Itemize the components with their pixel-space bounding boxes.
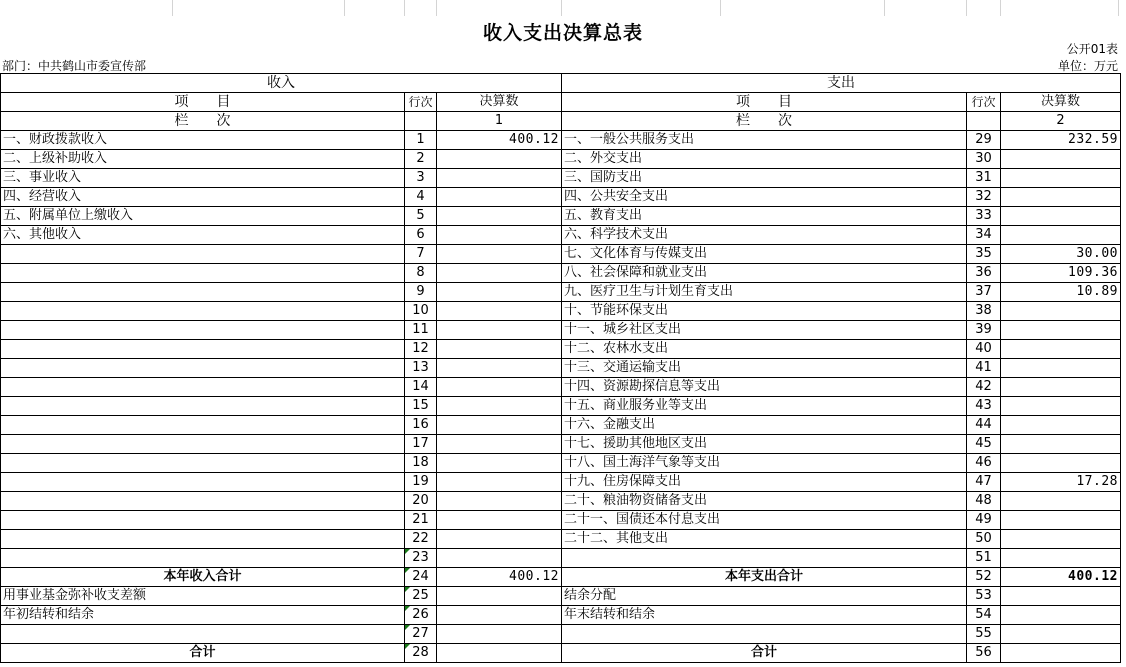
expense-item: 十一、城乡社区支出: [562, 321, 967, 340]
expense-amount: 232.59: [1001, 131, 1121, 150]
income-row-number: 1: [405, 131, 437, 150]
expense-amount-header: 决算数: [1001, 93, 1121, 112]
income-row-number: 12: [405, 340, 437, 359]
expense-amount: [1001, 435, 1121, 454]
income-item: [1, 511, 405, 530]
income-amount: [437, 397, 562, 416]
income-item-header: 项 目: [1, 93, 405, 112]
table-row: [1, 587, 1121, 606]
income-item: 六、其他收入: [1, 226, 405, 245]
expense-amount: [1001, 188, 1121, 207]
income-item: [1, 473, 405, 492]
income-amount: [437, 188, 562, 207]
expense-item: 十、节能环保支出: [562, 302, 967, 321]
expense-item: 二十二、其他支出: [562, 530, 967, 549]
amount-cell: [437, 644, 562, 663]
expense-amount: [1001, 359, 1121, 378]
expense-row-number: 40: [967, 340, 1001, 359]
expense-row-number: 51: [967, 549, 1001, 568]
table-row: [1, 283, 1121, 302]
income-row-number: 4: [405, 188, 437, 207]
row-number: 26: [405, 606, 437, 625]
item-cell: [1, 625, 405, 644]
income-row-number: 13: [405, 359, 437, 378]
expense-item: 二十、粮油物资储备支出: [562, 492, 967, 511]
expense-amount: 17.28: [1001, 473, 1121, 492]
row-number: 53: [967, 587, 1001, 606]
income-row-number: 21: [405, 511, 437, 530]
table-row: [1, 549, 1121, 568]
income-item: [1, 283, 405, 302]
column-number-row: [1, 112, 1121, 131]
expense-amount: 30.00: [1001, 245, 1121, 264]
expense-rowno-header: 行次: [967, 93, 1001, 112]
expense-header: 支出: [562, 74, 1121, 93]
closing-balance-label: 年末结转和结余: [562, 606, 967, 625]
income-amount: [437, 340, 562, 359]
income-col-no: 1: [437, 112, 562, 131]
surplus-allocation-label: 结余分配: [562, 587, 967, 606]
expense-amount: [1001, 207, 1121, 226]
expense-row-number: 48: [967, 492, 1001, 511]
income-amount: [437, 169, 562, 188]
expense-item: 十七、援助其他地区支出: [562, 435, 967, 454]
amount-cell: [1001, 587, 1121, 606]
income-amount: [437, 264, 562, 283]
expense-col-blank: [967, 112, 1001, 131]
expense-row-number: 37: [967, 283, 1001, 302]
expense-item: 十五、商业服务业等支出: [562, 397, 967, 416]
expense-row-number: 31: [967, 169, 1001, 188]
income-item: [1, 492, 405, 511]
expense-item: 四、公共安全支出: [562, 188, 967, 207]
income-total-value: 400.12: [437, 568, 562, 587]
income-amount: [437, 226, 562, 245]
income-amount: [437, 454, 562, 473]
income-row-number: 14: [405, 378, 437, 397]
income-item: 二、上级补助收入: [1, 150, 405, 169]
table-row: [1, 264, 1121, 283]
expense-item: 十四、资源勘探信息等支出: [562, 378, 967, 397]
income-grand-total-label: 合计: [1, 644, 405, 663]
expense-amount: [1001, 549, 1121, 568]
row-number: 25: [405, 587, 437, 606]
income-amount: [437, 321, 562, 340]
expense-row-number: 33: [967, 207, 1001, 226]
income-row-number: 15: [405, 397, 437, 416]
table-row: [1, 397, 1121, 416]
income-amount: [437, 283, 562, 302]
table-row: [1, 169, 1121, 188]
income-item: [1, 530, 405, 549]
expense-item: 二十一、国债还本付息支出: [562, 511, 967, 530]
income-amount: [437, 435, 562, 454]
income-amount: [437, 530, 562, 549]
row-number: 28: [405, 644, 437, 663]
expense-row-number: 30: [967, 150, 1001, 169]
expense-total-value: 400.12: [1001, 568, 1121, 587]
expense-item: 二、外交支出: [562, 150, 967, 169]
income-amount: [437, 492, 562, 511]
expense-row-number: 39: [967, 321, 1001, 340]
expense-item: 七、文化体育与传媒支出: [562, 245, 967, 264]
expense-item: 一、一般公共服务支出: [562, 131, 967, 150]
income-row-number: 16: [405, 416, 437, 435]
income-total-label: 本年收入合计: [1, 568, 405, 587]
expense-amount: [1001, 397, 1121, 416]
income-row-number: 6: [405, 226, 437, 245]
table-row: [1, 359, 1121, 378]
expense-row-number: 49: [967, 511, 1001, 530]
expense-item: 十三、交通运输支出: [562, 359, 967, 378]
income-item: [1, 302, 405, 321]
income-amount: [437, 359, 562, 378]
expense-amount: [1001, 454, 1121, 473]
expense-grand-total-label: 合计: [562, 644, 967, 663]
expense-item: 三、国防支出: [562, 169, 967, 188]
table-row: [1, 226, 1121, 245]
table-row: [1, 207, 1121, 226]
expense-row-number: 43: [967, 397, 1001, 416]
unit-label: 单位：万元: [1057, 59, 1118, 73]
row-number: 54: [967, 606, 1001, 625]
income-item: [1, 378, 405, 397]
expense-amount: [1001, 169, 1121, 188]
income-item: 一、财政拨款收入: [1, 131, 405, 150]
expense-amount: [1001, 150, 1121, 169]
expense-item: 八、社会保障和就业支出: [562, 264, 967, 283]
expense-amount: 10.89: [1001, 283, 1121, 302]
table-row: [1, 435, 1121, 454]
table-row: [1, 321, 1121, 340]
fund-supplement-label: 用事业基金弥补收支差额: [1, 587, 405, 606]
expense-col-label: 栏 次: [562, 112, 967, 131]
income-amount: [437, 378, 562, 397]
income-item: [1, 397, 405, 416]
expense-amount: [1001, 530, 1121, 549]
income-row-number: 19: [405, 473, 437, 492]
income-amount-header: 决算数: [437, 93, 562, 112]
income-amount: [437, 473, 562, 492]
income-row-number: 2: [405, 150, 437, 169]
income-item: 五、附属单位上缴收入: [1, 207, 405, 226]
expense-row-number: 46: [967, 454, 1001, 473]
table-row: [1, 131, 1121, 150]
expense-row-number: 44: [967, 416, 1001, 435]
expense-row-number: 29: [967, 131, 1001, 150]
table-row: [1, 454, 1121, 473]
expense-item: 十八、国土海洋气象等支出: [562, 454, 967, 473]
grand-total-row: [1, 644, 1121, 663]
income-row-number: 11: [405, 321, 437, 340]
income-row-number: 23: [405, 549, 437, 568]
table-row: [1, 416, 1121, 435]
income-item: [1, 454, 405, 473]
income-item: [1, 435, 405, 454]
table-row: [1, 245, 1121, 264]
expense-item: 十六、金融支出: [562, 416, 967, 435]
spreadsheet-gridlines: [0, 0, 1126, 16]
expense-amount: [1001, 340, 1121, 359]
expense-item: 九、医疗卫生与计划生育支出: [562, 283, 967, 302]
expense-amount: [1001, 416, 1121, 435]
table-row: [1, 340, 1121, 359]
expense-col-no: 2: [1001, 112, 1121, 131]
expense-item: 十九、住房保障支出: [562, 473, 967, 492]
income-row-number: 10: [405, 302, 437, 321]
amount-cell: [437, 587, 562, 606]
expense-row-number: 34: [967, 226, 1001, 245]
income-expense-table: [0, 73, 1121, 663]
expense-total-label: 本年支出合计: [562, 568, 967, 587]
income-item: [1, 359, 405, 378]
table-row: [1, 492, 1121, 511]
expense-amount: [1001, 226, 1121, 245]
expense-item: [562, 549, 967, 568]
income-item: [1, 549, 405, 568]
amount-cell: [1001, 625, 1121, 644]
section-header-row: [1, 74, 1121, 93]
table-row: [1, 606, 1121, 625]
income-row-number: 7: [405, 245, 437, 264]
income-amount: [437, 245, 562, 264]
report-title: 收入支出决算总表: [482, 22, 643, 44]
income-item: [1, 245, 405, 264]
row-number: 55: [967, 625, 1001, 644]
income-row-number: 3: [405, 169, 437, 188]
expense-row-number: 47: [967, 473, 1001, 492]
table-row: [1, 530, 1121, 549]
opening-balance-label: 年初结转和结余: [1, 606, 405, 625]
expense-row-number: 38: [967, 302, 1001, 321]
form-number: 公开01表: [1066, 42, 1118, 56]
income-col-blank: [405, 112, 437, 131]
income-item: 四、经营收入: [1, 188, 405, 207]
income-rowno-header: 行次: [405, 93, 437, 112]
income-item: [1, 264, 405, 283]
expense-row-number: 45: [967, 435, 1001, 454]
income-row-number: 20: [405, 492, 437, 511]
expense-item-header: 项 目: [562, 93, 967, 112]
income-amount: [437, 511, 562, 530]
income-row-number: 22: [405, 530, 437, 549]
table-row: [1, 511, 1121, 530]
expense-amount: [1001, 511, 1121, 530]
income-amount: 400.12: [437, 131, 562, 150]
expense-item: 六、科学技术支出: [562, 226, 967, 245]
department-label: 部门：中共鹤山市委宣传部: [2, 59, 147, 73]
income-row-number: 17: [405, 435, 437, 454]
table-row: [1, 188, 1121, 207]
income-item: 三、事业收入: [1, 169, 405, 188]
expense-row-number: 35: [967, 245, 1001, 264]
row-number: 27: [405, 625, 437, 644]
income-header: 收入: [1, 74, 562, 93]
expense-row-number: 42: [967, 378, 1001, 397]
expense-row-number: 32: [967, 188, 1001, 207]
expense-amount: [1001, 492, 1121, 511]
row-number: 56: [967, 644, 1001, 663]
income-total-row: [1, 568, 1121, 587]
expense-item: 十二、农林水支出: [562, 340, 967, 359]
income-row-number: 5: [405, 207, 437, 226]
amount-cell: [437, 606, 562, 625]
expense-amount: [1001, 321, 1121, 340]
table-row: [1, 302, 1121, 321]
income-row-number: 18: [405, 454, 437, 473]
expense-amount: [1001, 302, 1121, 321]
expense-row-number: 41: [967, 359, 1001, 378]
income-amount: [437, 416, 562, 435]
expense-amount: 109.36: [1001, 264, 1121, 283]
income-item: [1, 416, 405, 435]
expense-amount: [1001, 378, 1121, 397]
expense-row-number: 50: [967, 530, 1001, 549]
amount-cell: [437, 625, 562, 644]
income-item: [1, 321, 405, 340]
income-row-number: 9: [405, 283, 437, 302]
table-row: [1, 473, 1121, 492]
income-amount: [437, 549, 562, 568]
column-header-row: [1, 93, 1121, 112]
table-row: [1, 150, 1121, 169]
income-item: [1, 340, 405, 359]
table-row: [1, 378, 1121, 397]
income-col-label: 栏 次: [1, 112, 405, 131]
income-amount: [437, 150, 562, 169]
expense-row-number: 36: [967, 264, 1001, 283]
item-cell: [562, 625, 967, 644]
expense-total-no: 52: [967, 568, 1001, 587]
income-amount: [437, 302, 562, 321]
table-row: [1, 625, 1121, 644]
income-total-no: 24: [405, 568, 437, 587]
income-amount: [437, 207, 562, 226]
expense-item: 五、教育支出: [562, 207, 967, 226]
amount-cell: [1001, 606, 1121, 625]
income-row-number: 8: [405, 264, 437, 283]
amount-cell: [1001, 644, 1121, 663]
